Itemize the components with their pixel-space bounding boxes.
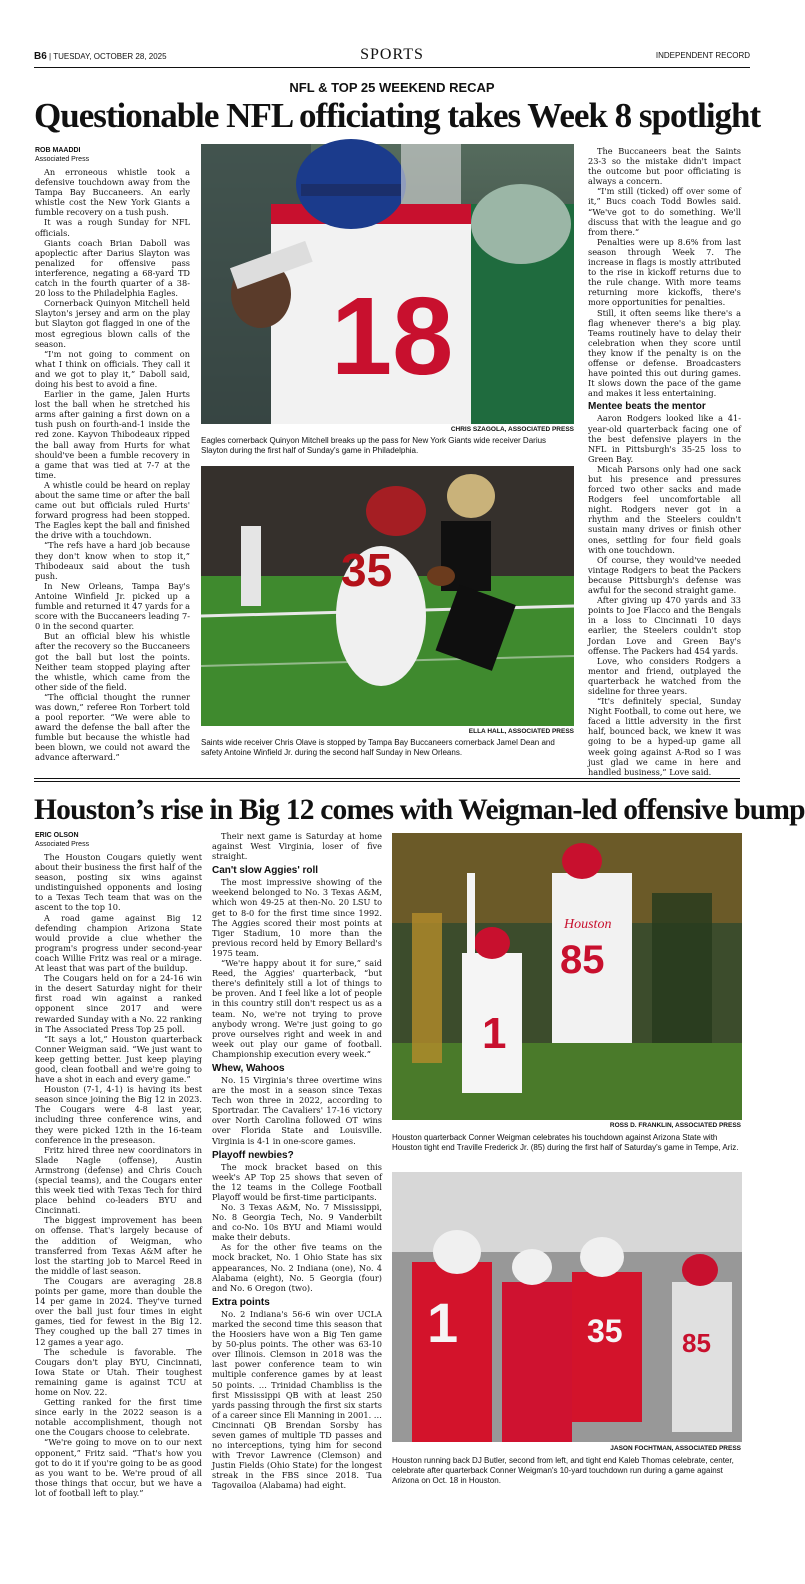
paragraph: Love, who considers Rodgers a mentor and friend, outplayed the quarterback he watched from the sideline for three years. — [588, 655, 741, 696]
paragraph: Giants coach Brian Daboll was apoplectic after Darius Slayton was penalized for offensive pass interference, negating a 68-yard TD catch in the fourth quarter of a 38-20 loss to the Philadelphia Eagles. — [35, 237, 190, 299]
photo-saints-bucs-image — [201, 466, 574, 726]
paragraph: The schedule is favorable. The Cougars don't play BYU, Cincinnati, Iowa State or Utah. Their toughest remaining game is against TCU at home on Nov. 22. — [35, 1346, 202, 1397]
houston-wordmark: Houston — [564, 917, 612, 932]
paragraph: The biggest improvement has been on offense. That's largely because of the addition of Weigman, who transferred from Texas A&M after he lost the starting job to Marcel Reed in the middle of last season. — [35, 1215, 202, 1276]
story1-org: Associated Press — [35, 156, 90, 163]
jersey-number-85-white: 85 — [682, 1328, 711, 1358]
story1-col3a-text — [588, 146, 741, 398]
paragraph: Fritz hired three new coordinators in Slade Nagle (offense), Austin Armstrong (defense) and Chris Couch (special teams), and the Cougars enter this week tied with Texas Tech for third place behind co-leaders BYU and Cincinnati. — [35, 1144, 202, 1216]
photo2-caption: Saints wide receiver Chris Olave is stopped by Tampa Bay Buccaneers cornerback Jamel Dean and safety Antoine Winfield Jr. during the second half Sunday in New Orleans. — [201, 738, 555, 757]
story2-col2e-text — [212, 1309, 382, 1491]
jersey-number-18: 18 — [331, 275, 454, 398]
subhead-aggies: Can't slow Aggies' roll — [212, 865, 319, 877]
paragraph: The Buccaneers beat the Saints 23-3 so the mistake didn't impact the outcome but poor officiating is always a concern. — [588, 146, 741, 187]
paragraph: Earlier in the game, Jalen Hurts lost the ball when he stretched his arms after gaining a first down on a tush push on fourth-and-1 inside the red zone. Kayvon Thibodeaux ripped the ball away from Hurts for what should've been a fumble recovery in a game that was tied at 7-7 at the time. — [35, 389, 190, 480]
paragraph: In New Orleans, Tampa Bay's Antoine Winfield Jr. picked up a fumble and returned it 47 yards for a score with the Buccaneers leading 7-0 in the second quarter. — [35, 580, 190, 632]
paragraph: The Cougars are averaging 28.8 points per game, more than double the 14 per game in 2024. They've turned over the ball just four times in eight games, tied for fewest in the Big 12. They coughed up the ball 27 times in 12 games a year ago. — [35, 1275, 202, 1347]
paragraph: Still, it often seems like there's a flag whenever there's a big play. Teams routinely have to delay their celebration when they score until they know if the penalty is on the offense or defense. Broadcasters have pointed this out during games. It slows down the pace of the game and makes it less entertaining. — [588, 307, 741, 399]
story1-headline: Questionable NFL officiating takes Week 8 spotlight — [34, 96, 761, 135]
photo3-credit: ROSS D. FRANKLIN, ASSOCIATED PRESS — [609, 1122, 741, 1129]
paragraph: After giving up 470 yards and 33 points to Joe Flacco and the Bengals in a loss to Cincinnati 10 days earlier, the Steelers couldn't stop Jordan Love and Green Bay's offense. The Packers had 454 yards. — [588, 595, 741, 656]
photo1-caption: Eagles cornerback Quinyon Mitchell breaks up the pass for New York Giants wide receiver Darius Slayton during the first half of Sunday's game in Philadelphia. — [201, 436, 547, 455]
photo2-credit: ELLA HALL, ASSOCIATED PRESS — [468, 728, 574, 735]
photo-giants-eagles — [201, 144, 574, 424]
paragraph: “We're going to move on to our next opponent,” Fritz said. “That's how you got to do it if you're going to be as good as you want to be. We're proud of all those things that occur, but we have a lot of football left to play.” — [35, 1437, 202, 1498]
story2-col2a-text — [212, 831, 382, 861]
paragraph: Micah Parsons only had one sack but his presence and pressures forced two other sacks and made Rodgers feel uncomfortable all night. Rodgers never got in a rhythm and the Steelers couldn't sustain many drives or finish other ones, settling for four field goals with one touchdown. — [588, 463, 741, 555]
photo-houston-celebration — [392, 1172, 742, 1442]
story2-author: ERIC OLSON — [35, 832, 79, 839]
paragraph: A road game against Big 12 defending champion Arizona State would provide a clue whether the program's progress under second-year coach Willie Fritz was real or a mirage. At least that was part of the buildup. — [35, 912, 202, 974]
story-divider-bottom — [34, 781, 740, 782]
photo-houston-celebration-image — [392, 1172, 742, 1442]
paragraph: “The official thought the runner was down,” referee Ron Torbert told a pool reporter. “We were able to award the defense the ball after the fumble but because the whistle had been blown, we could not award the advance afterward.” — [35, 691, 190, 763]
story1-column-3 — [588, 146, 741, 777]
photo4-credit: JASON FOCHTMAN, ASSOCIATED PRESS — [610, 1445, 741, 1452]
story2-org: Associated Press — [35, 841, 90, 848]
jersey-number-35: 35 — [341, 544, 393, 596]
story2-column-1 — [35, 831, 202, 1532]
paragraph: Their next game is Saturday at home against West Virginia, loser of five straight. — [212, 831, 382, 862]
story2-col1-text — [35, 852, 202, 1532]
jersey-number-1: 1 — [482, 1009, 507, 1058]
story2-column-2 — [212, 831, 382, 1491]
story2-headline: Houston’s rise in Big 12 comes with Weigman-led offensive bump — [34, 794, 805, 826]
paragraph: As for the other five teams on the mock bracket, No. 1 Ohio State has six appearances, No. 2 Indiana (one), No. 4 Alabama (eight), No. 5 Georgia (four) and No. 6 Oregon (two). — [212, 1242, 382, 1293]
paragraph: Aaron Rodgers looked like a 41-year-old quarterback facing one of the best defensive players in the NFL in Pittsburgh's 35-25 loss to Green Bay. — [588, 413, 741, 464]
paper-name: INDEPENDENT RECORD — [655, 51, 750, 60]
paragraph: The Cougars held on for a 24-16 win in the desert Saturday night for their first road win against a ranked opponent since 2017 and were rewarded Sunday with a No. 22 ranking in The Associated Press Top 25 poll. — [35, 973, 202, 1034]
paragraph: The mock bracket based on this week's AP Top 25 shows that seven of the 12 teams in the College Football Playoff would be first-time participants. — [212, 1161, 382, 1202]
story1-col1-text — [35, 167, 190, 763]
story2-col2d-text — [212, 1162, 382, 1293]
paragraph: It was a rough Sunday for NFL officials. — [35, 217, 190, 238]
paragraph: Of course, they would've needed vintage Rodgers to beat the Packers because Pittsburgh's defense was awful for the second straight game. — [588, 554, 741, 596]
paragraph: A whistle could be heard on replay about the same time or after the ball came out but officials ruled Hurts' forward progress had been stopped. The Eagles kept the ball and finished the drive with a touchdown. — [35, 479, 190, 541]
subhead-extra-points: Extra points — [212, 1296, 270, 1308]
story1-column-1 — [35, 146, 190, 763]
paragraph: But an official blew his whistle after the recovery so the Buccaneers got the ball but lost the points. Neither team stopped playing after the whistle, which came from the other side of the field. — [35, 631, 190, 692]
photo4-caption: Houston running back DJ Butler, second from left, and tight end Kaleb Thomas celebrate, center, celebrate after quarterback Conner Weigman's 10-yard touchdown run during a game against Arizona on Oct. 18 in Houston. — [392, 1456, 734, 1485]
paragraph: The most impressive showing of the weekend belonged to No. 3 Texas A&M, which won 49-25 at then-No. 20 LSU to get to 8-0 for the first time since 1992. The Aggies scored their most points at Tiger Stadium, 10 more than the previous record held by Emory Bellard's 1975 team. — [212, 877, 382, 958]
story1-byline — [35, 146, 190, 164]
paragraph: “The refs have a hard job because they don't know when to stop it,” Thibodeaux said about the tush push. — [35, 540, 190, 581]
jersey-number-35-red: 35 — [587, 1313, 623, 1349]
photo1-credit: CHRIS SZAGOLA, ASSOCIATED PRESS — [450, 426, 574, 433]
story-divider-top — [34, 778, 740, 779]
subhead-playoff: Playoff newbies? — [212, 1149, 294, 1161]
story2-col2c-text — [212, 1075, 382, 1146]
story2-col2b-text — [212, 877, 382, 1059]
paragraph: No. 2 Indiana's 56-6 win over UCLA marked the second time this season that the Hoosiers have won a Big Ten game by 50-plus points. The other was 63-10 over Illinois. Clemson in 2018 was the last power conference team to win multiple conference games by at least 50 points. … Trinidad Chambliss is the first Mississippi QB with at least 250 yards passing through the first six starts of a career since Eli Manning in 2001. … Cincinnati QB Brendan Sorsby has seven games of multiple TD passes and no interceptions, tying him for second with Trevor Lawrence (Clemson) and Justin Fields (Ohio State) for the longest streak in the FBS since 2018. Tua Tagovailoa (Alabama) had eight. — [212, 1308, 382, 1491]
photo-houston-weigman-image — [392, 833, 742, 1120]
story1-col3b-text — [588, 413, 741, 777]
paragraph: No. 3 Texas A&M, No. 7 Mississippi, No. 8 Georgia Tech, No. 9 Vanderbilt and co-No. 10s BYU and Miami would make their debuts. — [212, 1202, 382, 1243]
story2-byline — [35, 831, 202, 849]
page-date: TUESDAY, OCTOBER 28, 2025 — [53, 52, 167, 61]
paragraph: The Houston Cougars quietly went about their business the first half of the season, posting six wins against undistinguished opponents and losing to a Texas Tech team that was on the ascent to the top 10. — [35, 852, 202, 913]
page-header — [34, 46, 750, 68]
paragraph: “I'm not going to comment on what I think on officials. They call it and we got to play it,” Daboll said, doing his best to avoid a fine. — [35, 348, 190, 389]
subhead-wahoos: Whew, Wahoos — [212, 1062, 285, 1074]
paragraph: “We're happy about it for sure,” said Reed, the Aggies' quarterback, “but there's definitely still a lot of things to be proven. And I feel like a lot of people in this country still don't respect us as a team. No, we're not trying to prove anybody wrong. We're just going to go prove ourselves right and week in and week out play our game of football. Championship execution every week.” — [212, 958, 382, 1059]
section-name: SPORTS — [360, 46, 424, 63]
story1-kicker: NFL & TOP 25 WEEKEND RECAP — [289, 80, 495, 95]
page-folio: B6 | TUESDAY, OCTOBER 28, 2025 — [34, 51, 167, 62]
photo-saints-bucs — [201, 466, 574, 726]
paragraph: “It says a lot,” Houston quarterback Conner Weigman said. “We just want to keep getting better. Just keep playing good, clean football and we're going to have a shot in each and every game.” — [35, 1033, 202, 1085]
paragraph: Houston (7-1, 4-1) is having its best season since joining the Big 12 in 2023. The Cougars were 4-8 last year, including three conference wins, and they were picked 12th in the 16-team conference in the preseason. — [35, 1084, 202, 1145]
paragraph: Cornerback Quinyon Mitchell held Slayton's jersey and arm on the play but Slayton got flagged in one of the most egregious blown calls of the season. — [35, 298, 190, 349]
story1-subhead: Mentee beats the mentor — [588, 401, 706, 413]
jersey-number-1-red: 1 — [427, 1291, 459, 1354]
paragraph: Getting ranked for the first time since early in the 2022 season is a notable accomplishment, though not one the Cougars choose to celebrate. — [35, 1397, 202, 1438]
photo3-caption: Houston quarterback Conner Weigman celebrates his touchdown against Arizona State with Houston tight end Traville Frederick Jr. (85) during the first half of Saturday's game in Tempe, Ariz. — [392, 1133, 739, 1152]
paragraph: An erroneous whistle took a defensive touchdown away from the Tampa Bay Buccaneers. An early whistle cost the New York Giants a fumble recovery on a tush push. — [35, 167, 190, 218]
page-number: B6 — [34, 51, 47, 62]
photo-giants-eagles-image — [201, 144, 574, 424]
paragraph: No. 15 Virginia's three overtime wins are the most in a season since Texas Tech won three in 2022, according to Sportradar. The Cavaliers' 17-16 victory over North Carolina followed OT wins over Florida State and Louisville. Virginia is 4-1 in one-score games. — [212, 1074, 382, 1146]
paragraph: “It's definitely special, Sunday Night Football, to come out here, we faced a little adversity in the first half, bounced back, we knew it was going to be a hyped-up game all week going against A-Rod so I was just glad we came in here and handled business,” Love said. — [588, 696, 741, 777]
story1-author: ROB MAADDI — [35, 147, 81, 154]
jersey-number-85: 85 — [560, 938, 605, 982]
paragraph: Penalties were up 8.6% from last season through Week 7. The increase in flags is mostly attributed to the rise in kickoff returns due to the rule change. With more teams returning more kickoffs, there's more opportunities for penalties. — [588, 236, 741, 308]
photo-houston-weigman — [392, 833, 742, 1120]
paragraph: “I'm still (ticked) off over some of it,” Bucs coach Todd Bowles said. “We've got to do something. We'll discuss that with the league and go from there.” — [588, 186, 741, 237]
